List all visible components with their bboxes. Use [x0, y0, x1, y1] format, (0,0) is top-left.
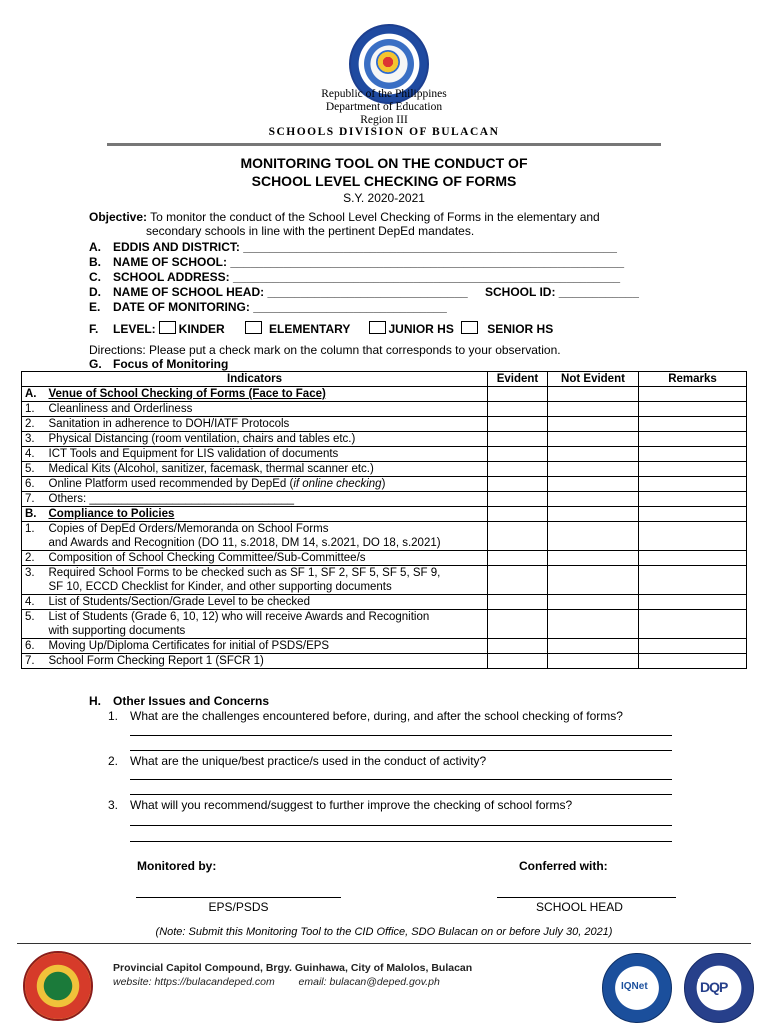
answer-line[interactable] [130, 825, 672, 826]
indicator-text: ICT Tools and Equipment for LIS validation of documents [46, 447, 488, 462]
question-2: 2. What are the unique/best practice/s used in the conduct of activity? [108, 754, 487, 768]
not-evident-cell[interactable] [548, 432, 639, 447]
indicator-text: Medical Kits (Alcohol, sanitizer, facemask, thermal scanner etc.) [46, 462, 488, 477]
answer-line[interactable] [130, 779, 672, 780]
evident-cell[interactable] [488, 566, 548, 595]
conferred-with-label: Conferred with: [519, 859, 608, 873]
title-line-2: SCHOOL LEVEL CHECKING OF FORMS [251, 173, 517, 189]
section-a-row: A. Venue of School Checking of Forms (Face to Face) [22, 387, 747, 402]
indicator-text: Copies of DepEd Orders/Memoranda on School Forms and Awards and Recognition (DO 11, s.2018, DM 14, s.2021, DO 18, s.2021) [46, 522, 488, 551]
answer-line[interactable] [130, 794, 672, 795]
table-row: 6. Moving Up/Diploma Certificates for initial of PSDS/EPS [22, 639, 747, 654]
evident-cell[interactable] [488, 595, 548, 610]
remarks-cell[interactable] [639, 551, 747, 566]
answer-line[interactable] [130, 750, 672, 751]
remarks-cell[interactable] [639, 639, 747, 654]
header-remarks: Remarks [639, 372, 747, 387]
header-region: Region III [360, 114, 408, 126]
indicator-text: Sanitation in adherence to DOH/IATF Protocols [46, 417, 488, 432]
iqnet-certification-logo: IQNet [602, 953, 672, 1023]
remarks-cell[interactable] [639, 654, 747, 669]
table-header-row [22, 372, 747, 387]
not-evident-cell[interactable] [548, 566, 639, 595]
monitor-signature-line[interactable] [136, 897, 341, 898]
evident-cell[interactable] [488, 654, 548, 669]
table-row: 1. Cleanliness and Orderliness [22, 402, 747, 417]
remarks-cell[interactable] [639, 522, 747, 551]
level-kinder-label: KINDER [178, 322, 225, 336]
focus-of-monitoring: G. Focus of Monitoring [89, 357, 229, 371]
section-b-row: B. Compliance to Policies [22, 507, 747, 522]
checkbox-senior-hs[interactable] [461, 321, 478, 334]
evident-cell[interactable] [488, 492, 548, 507]
remarks-cell[interactable] [639, 462, 747, 477]
not-evident-cell[interactable] [548, 402, 639, 417]
header-not-evident: Not Evident [548, 372, 639, 387]
header-department: Department of Education [325, 101, 443, 113]
remarks-cell[interactable] [639, 492, 747, 507]
evident-cell[interactable] [488, 522, 548, 551]
not-evident-cell[interactable] [548, 447, 639, 462]
remarks-cell[interactable] [639, 566, 747, 595]
table-row: 5. List of Students (Grade 6, 10, 12) who will receive Awards and Recognition with supporting documents [22, 610, 747, 639]
directions: Directions: Please put a check mark on the column that corresponds to your observation. [89, 343, 561, 357]
remarks-cell[interactable] [639, 477, 747, 492]
not-evident-cell[interactable] [548, 492, 639, 507]
question-3: 3. What will you recommend/suggest to further improve the checking of school forms? [108, 798, 573, 812]
objective-text-1: To monitor the conduct of the School Level Checking of Forms in the elementary and [150, 210, 600, 224]
not-evident-cell[interactable] [548, 551, 639, 566]
remarks-cell[interactable] [639, 595, 747, 610]
header-republic: Republic of the Philippines [321, 88, 447, 100]
objective-label: Objective: [89, 210, 148, 224]
field-school-id[interactable]: SCHOOL ID: ____________ [485, 285, 639, 299]
footer-address: Provincial Capitol Compound, Brgy. Guinhawa, City of Malolos, Bulacan [113, 962, 473, 974]
evident-cell[interactable] [488, 432, 548, 447]
evident-cell[interactable] [488, 402, 548, 417]
footer-website-link[interactable]: https://bulacandeped.com [154, 976, 275, 988]
evident-cell[interactable] [488, 551, 548, 566]
indicator-text: Cleanliness and Orderliness [46, 402, 488, 417]
field-school-name[interactable]: B. NAME OF SCHOOL: ___________________________________________________________ [89, 255, 625, 269]
title-line-1: MONITORING TOOL ON THE CONDUCT OF [240, 155, 528, 171]
remarks-cell[interactable] [639, 447, 747, 462]
not-evident-cell[interactable] [548, 654, 639, 669]
not-evident-cell[interactable] [548, 417, 639, 432]
not-evident-cell[interactable] [548, 462, 639, 477]
field-eddis-district[interactable]: A. EDDIS AND DISTRICT: ________________________________________________________ [89, 240, 617, 254]
table-row: 3. Physical Distancing (room ventilation, chairs and tables etc.) [22, 432, 747, 447]
header-division: SCHOOLS DIVISION OF BULACAN [268, 126, 500, 138]
table-row: 4. List of Students/Section/Grade Level to be checked [22, 595, 747, 610]
checkbox-junior-hs[interactable] [369, 321, 386, 334]
submission-note: (Note: Submit this Monitoring Tool to the CID Office, SDO Bulacan on or before July 30, 2021) [155, 926, 613, 938]
objective-text-2: secondary schools in line with the pertinent DepEd mandates. [146, 224, 475, 238]
indicator-text: Moving Up/Diploma Certificates for initial of PSDS/EPS [46, 639, 488, 654]
answer-line[interactable] [130, 735, 672, 736]
level-senior-hs-label: SENIOR HS [487, 322, 554, 336]
remarks-cell[interactable] [639, 417, 747, 432]
not-evident-cell[interactable] [548, 610, 639, 639]
question-1: 1. What are the challenges encountered before, during, and after the school checking of forms? [108, 709, 623, 723]
section-b-title: Compliance to Policies [46, 507, 488, 522]
evident-cell[interactable] [488, 462, 548, 477]
table-row: 6. Online Platform used recommended by DepEd (if online checking) [22, 477, 747, 492]
table-row: 5. Medical Kits (Alcohol, sanitizer, facemask, thermal scanner etc.) [22, 462, 747, 477]
header-evident: Evident [488, 372, 548, 387]
table-row: 7. Others: ________________________________ [22, 492, 747, 507]
indicator-text: List of Students (Grade 6, 10, 12) who will receive Awards and Recognition with supporting documents [46, 610, 488, 639]
school-year: S.Y. 2020-2021 [343, 191, 425, 205]
table-row: 4. ICT Tools and Equipment for LIS validation of documents [22, 447, 747, 462]
checkbox-kinder[interactable] [159, 321, 176, 334]
field-level: F. LEVEL: KINDER ELEMENTARY JUNIOR HS SENIOR HS [89, 322, 554, 336]
objective [89, 210, 600, 224]
table-row: 2. Composition of School Checking Committee/Sub-Committee/s [22, 551, 747, 566]
table-row: 2. Sanitation in adherence to DOH/IATF Protocols [22, 417, 747, 432]
indicator-text: Required School Forms to be checked such as SF 1, SF 2, SF 5, SF 5, SF 9, SF 10, ECCD Checklist for Kinder, and other supporting documents [46, 566, 488, 595]
eps-psds-role: EPS/PSDS [208, 900, 269, 914]
footer-contact: website: https://bulacandeped.com email: bulacan@deped.gov.ph [113, 976, 440, 988]
not-evident-cell[interactable] [548, 522, 639, 551]
field-school-head[interactable]: D. NAME OF SCHOOL HEAD: ______________________________ [89, 285, 468, 299]
other-issues-heading: H. Other Issues and Concerns [89, 694, 270, 708]
footer-rule [17, 943, 751, 944]
remarks-cell[interactable] [639, 402, 747, 417]
indicator-text: Others: ________________________________ [46, 492, 488, 507]
header-indicators: Indicators [22, 372, 488, 387]
indicator-text: School Form Checking Report 1 (SFCR 1) [46, 654, 488, 669]
field-date-of-monitoring[interactable]: E. DATE OF MONITORING: _____________________________ [89, 300, 447, 314]
not-evident-cell[interactable] [548, 595, 639, 610]
level-junior-hs-label: JUNIOR HS [388, 322, 454, 336]
head-signature-line[interactable] [497, 897, 676, 898]
evident-cell[interactable] [488, 417, 548, 432]
table-row: 7. School Form Checking Report 1 (SFCR 1) [22, 654, 747, 669]
not-evident-cell[interactable] [548, 477, 639, 492]
field-school-address[interactable]: C. SCHOOL ADDRESS: __________________________________________________________ [89, 270, 621, 284]
level-elementary-label: ELEMENTARY [269, 322, 351, 336]
answer-line[interactable] [130, 841, 672, 842]
remarks-cell[interactable] [639, 432, 747, 447]
remarks-cell[interactable] [639, 610, 747, 639]
sdo-bulacan-seal-logo [23, 951, 93, 1021]
indicator-text: Online Platform used recommended by DepEd (if online checking) [46, 477, 488, 492]
not-evident-cell[interactable] [548, 639, 639, 654]
indicator-text: Physical Distancing (room ventilation, chairs and tables etc.) [46, 432, 488, 447]
header-rule [107, 143, 661, 146]
monitored-by-label: Monitored by: [137, 859, 217, 873]
table-row: 3. Required School Forms to be checked such as SF 1, SF 2, SF 5, SF 5, SF 9, SF 10, ECCD Checklist for Kinder, and other supporting documents [22, 566, 747, 595]
evident-cell[interactable] [488, 610, 548, 639]
evident-cell[interactable] [488, 477, 548, 492]
indicator-text: List of Students/Section/Grade Level to be checked [46, 595, 488, 610]
section-a-title: Venue of School Checking of Forms (Face to Face) [46, 387, 488, 402]
table-row: 1. Copies of DepEd Orders/Memoranda on School Forms and Awards and Recognition (DO 11, s.2018, DM 14, s.2021, DO 18, s.2021) [22, 522, 747, 551]
indicator-text: Composition of School Checking Committee/Sub-Committee/s [46, 551, 488, 566]
school-head-role: SCHOOL HEAD [536, 900, 623, 914]
evident-cell[interactable] [488, 447, 548, 462]
footer-email-link[interactable]: bulacan@deped.gov.ph [329, 976, 440, 988]
monitoring-table [21, 371, 747, 669]
dqp-certification-logo: DQP [684, 953, 754, 1023]
checkbox-elementary[interactable] [245, 321, 262, 334]
evident-cell[interactable] [488, 639, 548, 654]
